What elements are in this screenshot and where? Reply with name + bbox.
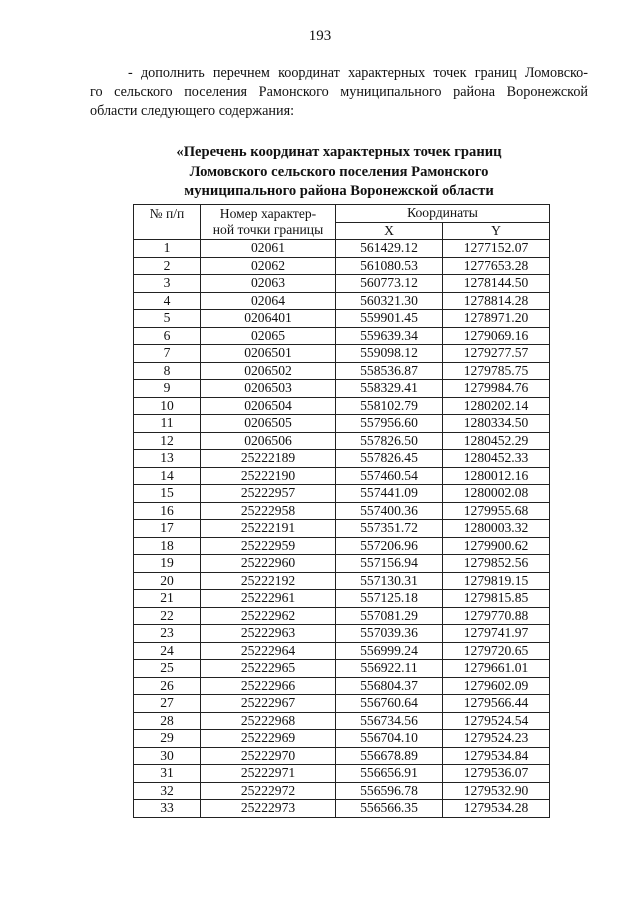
cell-number: 17: [134, 520, 201, 538]
table-row: [134, 642, 550, 660]
cell-y: 1279770.88: [443, 607, 550, 625]
table-row: [134, 572, 550, 590]
cell-y: 1278814.28: [443, 292, 550, 310]
cell-point-number: 02062: [201, 257, 336, 275]
cell-point-number: 25222957: [201, 485, 336, 503]
cell-y: 1279984.76: [443, 380, 550, 398]
cell-point-number: 25222189: [201, 450, 336, 468]
cell-point-number: 0206502: [201, 362, 336, 380]
cell-x: 557125.18: [336, 590, 443, 608]
cell-number: 2: [134, 257, 201, 275]
cell-point-number: 25222961: [201, 590, 336, 608]
cell-number: 27: [134, 695, 201, 713]
cell-point-number: 02061: [201, 240, 336, 258]
cell-number: 4: [134, 292, 201, 310]
cell-number: 31: [134, 765, 201, 783]
cell-y: 1279277.57: [443, 345, 550, 363]
cell-x: 558536.87: [336, 362, 443, 380]
header-x: X: [336, 222, 443, 240]
cell-y: 1279536.07: [443, 765, 550, 783]
cell-x: 561429.12: [336, 240, 443, 258]
cell-x: 557351.72: [336, 520, 443, 538]
heading-line-3: муниципального района Воронежской области: [184, 183, 494, 199]
table-row: [134, 432, 550, 450]
cell-y: 1280452.33: [443, 450, 550, 468]
cell-number: 21: [134, 590, 201, 608]
cell-number: 11: [134, 415, 201, 433]
cell-x: 556596.78: [336, 782, 443, 800]
cell-x: 557826.45: [336, 450, 443, 468]
table-row: [134, 345, 550, 363]
cell-x: 556734.56: [336, 712, 443, 730]
cell-x: 556704.10: [336, 730, 443, 748]
table-body: [134, 240, 550, 818]
cell-point-number: 25222958: [201, 502, 336, 520]
cell-point-number: 25222969: [201, 730, 336, 748]
cell-y: 1279534.28: [443, 800, 550, 818]
header-point-line-2: ной точки границы: [212, 222, 324, 237]
cell-y: 1277152.07: [443, 240, 550, 258]
cell-x: 558329.41: [336, 380, 443, 398]
cell-y: 1280003.32: [443, 520, 550, 538]
cell-y: 1280452.29: [443, 432, 550, 450]
table-row: [134, 537, 550, 555]
table-row: [134, 555, 550, 573]
cell-number: 25: [134, 660, 201, 678]
table-row: [134, 327, 550, 345]
cell-number: 10: [134, 397, 201, 415]
cell-number: 18: [134, 537, 201, 555]
cell-x: 557039.36: [336, 625, 443, 643]
cell-y: 1280202.14: [443, 397, 550, 415]
cell-y: 1279661.01: [443, 660, 550, 678]
header-point-number: [201, 205, 336, 240]
cell-x: 556804.37: [336, 677, 443, 695]
table-row: [134, 625, 550, 643]
cell-x: 558102.79: [336, 397, 443, 415]
cell-number: 1: [134, 240, 201, 258]
table-row: [134, 502, 550, 520]
intro-paragraph: [90, 64, 588, 121]
cell-y: 1279955.68: [443, 502, 550, 520]
cell-y: 1280002.08: [443, 485, 550, 503]
table-row: [134, 240, 550, 258]
cell-x: 559901.45: [336, 310, 443, 328]
table-row: [134, 415, 550, 433]
cell-number: 26: [134, 677, 201, 695]
table-row: [134, 397, 550, 415]
intro-line-3: области следующего содержания:: [90, 103, 295, 119]
cell-point-number: 0206506: [201, 432, 336, 450]
table-row: [134, 275, 550, 293]
cell-point-number: 02063: [201, 275, 336, 293]
cell-number: 23: [134, 625, 201, 643]
cell-number: 29: [134, 730, 201, 748]
cell-number: 32: [134, 782, 201, 800]
header-coordinates: Координаты: [336, 205, 550, 223]
cell-x: 556566.35: [336, 800, 443, 818]
cell-x: 556656.91: [336, 765, 443, 783]
cell-y: 1279900.62: [443, 537, 550, 555]
table-row: [134, 310, 550, 328]
cell-number: 13: [134, 450, 201, 468]
cell-point-number: 0206501: [201, 345, 336, 363]
cell-point-number: 25222973: [201, 800, 336, 818]
header-point-line-1: Номер характер-: [219, 206, 317, 221]
cell-x: 557441.09: [336, 485, 443, 503]
cell-number: 33: [134, 800, 201, 818]
table-row: [134, 677, 550, 695]
cell-number: 22: [134, 607, 201, 625]
table-row: [134, 450, 550, 468]
cell-x: 556760.64: [336, 695, 443, 713]
table-row: [134, 660, 550, 678]
page-number: 193: [308, 28, 332, 44]
cell-point-number: 25222962: [201, 607, 336, 625]
cell-x: 557081.29: [336, 607, 443, 625]
header-y: Y: [443, 222, 550, 240]
cell-point-number: 0206401: [201, 310, 336, 328]
cell-y: 1279566.44: [443, 695, 550, 713]
cell-x: 560773.12: [336, 275, 443, 293]
cell-x: 557206.96: [336, 537, 443, 555]
table-row: [134, 765, 550, 783]
cell-number: 30: [134, 747, 201, 765]
heading-line-2: Ломовского сельского поселения Рамонского: [189, 163, 489, 180]
table-row: [134, 485, 550, 503]
header-row-1: [134, 205, 550, 223]
cell-point-number: 0206503: [201, 380, 336, 398]
cell-y: 1279602.09: [443, 677, 550, 695]
cell-x: 560321.30: [336, 292, 443, 310]
table-row: [134, 292, 550, 310]
cell-point-number: 25222963: [201, 625, 336, 643]
table-row: [134, 257, 550, 275]
table-row: [134, 520, 550, 538]
cell-y: 1279819.15: [443, 572, 550, 590]
cell-number: 7: [134, 345, 201, 363]
cell-point-number: 25222191: [201, 520, 336, 538]
table-row: [134, 590, 550, 608]
cell-point-number: 25222968: [201, 712, 336, 730]
cell-x: 556678.89: [336, 747, 443, 765]
cell-y: 1278971.20: [443, 310, 550, 328]
intro-line-1: - дополнить перечнем координат характерных точек границ Ломовско-: [128, 65, 588, 81]
cell-number: 14: [134, 467, 201, 485]
cell-number: 16: [134, 502, 201, 520]
cell-y: 1279524.23: [443, 730, 550, 748]
cell-point-number: 02064: [201, 292, 336, 310]
cell-y: 1279532.90: [443, 782, 550, 800]
cell-y: 1280334.50: [443, 415, 550, 433]
cell-y: 1278144.50: [443, 275, 550, 293]
table-row: [134, 695, 550, 713]
table-row: [134, 607, 550, 625]
cell-point-number: 25222964: [201, 642, 336, 660]
cell-point-number: 25222960: [201, 555, 336, 573]
cell-point-number: 02065: [201, 327, 336, 345]
cell-point-number: 25222966: [201, 677, 336, 695]
cell-y: 1279852.56: [443, 555, 550, 573]
table-row: [134, 747, 550, 765]
table-row: [134, 782, 550, 800]
cell-y: 1279815.85: [443, 590, 550, 608]
cell-point-number: 25222959: [201, 537, 336, 555]
document-heading: [90, 143, 588, 202]
cell-point-number: 25222972: [201, 782, 336, 800]
cell-point-number: 0206505: [201, 415, 336, 433]
cell-x: 561080.53: [336, 257, 443, 275]
table-row: [134, 362, 550, 380]
cell-x: 559098.12: [336, 345, 443, 363]
table-header: [134, 205, 550, 240]
header-number: № п/п: [134, 205, 201, 240]
cell-number: 3: [134, 275, 201, 293]
cell-y: 1279720.65: [443, 642, 550, 660]
table-row: [134, 467, 550, 485]
cell-number: 19: [134, 555, 201, 573]
table-row: [134, 712, 550, 730]
cell-number: 9: [134, 380, 201, 398]
cell-point-number: 25222970: [201, 747, 336, 765]
intro-line-2: го сельского поселения Рамонского муниципального района Воронежской: [90, 84, 588, 100]
coordinates-table: [133, 204, 550, 818]
table-row: [134, 380, 550, 398]
cell-x: 557956.60: [336, 415, 443, 433]
cell-x: 557826.50: [336, 432, 443, 450]
cell-number: 8: [134, 362, 201, 380]
cell-y: 1280012.16: [443, 467, 550, 485]
cell-number: 5: [134, 310, 201, 328]
cell-x: 559639.34: [336, 327, 443, 345]
cell-number: 24: [134, 642, 201, 660]
cell-x: 557156.94: [336, 555, 443, 573]
cell-x: 557400.36: [336, 502, 443, 520]
cell-number: 20: [134, 572, 201, 590]
cell-x: 556999.24: [336, 642, 443, 660]
cell-point-number: 25222971: [201, 765, 336, 783]
cell-number: 12: [134, 432, 201, 450]
cell-x: 557460.54: [336, 467, 443, 485]
cell-x: 557130.31: [336, 572, 443, 590]
cell-x: 556922.11: [336, 660, 443, 678]
cell-y: 1277653.28: [443, 257, 550, 275]
cell-point-number: 25222965: [201, 660, 336, 678]
cell-y: 1279534.84: [443, 747, 550, 765]
cell-y: 1279741.97: [443, 625, 550, 643]
cell-number: 15: [134, 485, 201, 503]
cell-y: 1279785.75: [443, 362, 550, 380]
cell-point-number: 25222192: [201, 572, 336, 590]
cell-y: 1279069.16: [443, 327, 550, 345]
table-row: [134, 730, 550, 748]
cell-number: 28: [134, 712, 201, 730]
cell-point-number: 25222190: [201, 467, 336, 485]
table-row: [134, 800, 550, 818]
cell-point-number: 25222967: [201, 695, 336, 713]
cell-point-number: 0206504: [201, 397, 336, 415]
cell-number: 6: [134, 327, 201, 345]
heading-line-1: «Перечень координат характерных точек границ: [176, 144, 502, 160]
cell-y: 1279524.54: [443, 712, 550, 730]
